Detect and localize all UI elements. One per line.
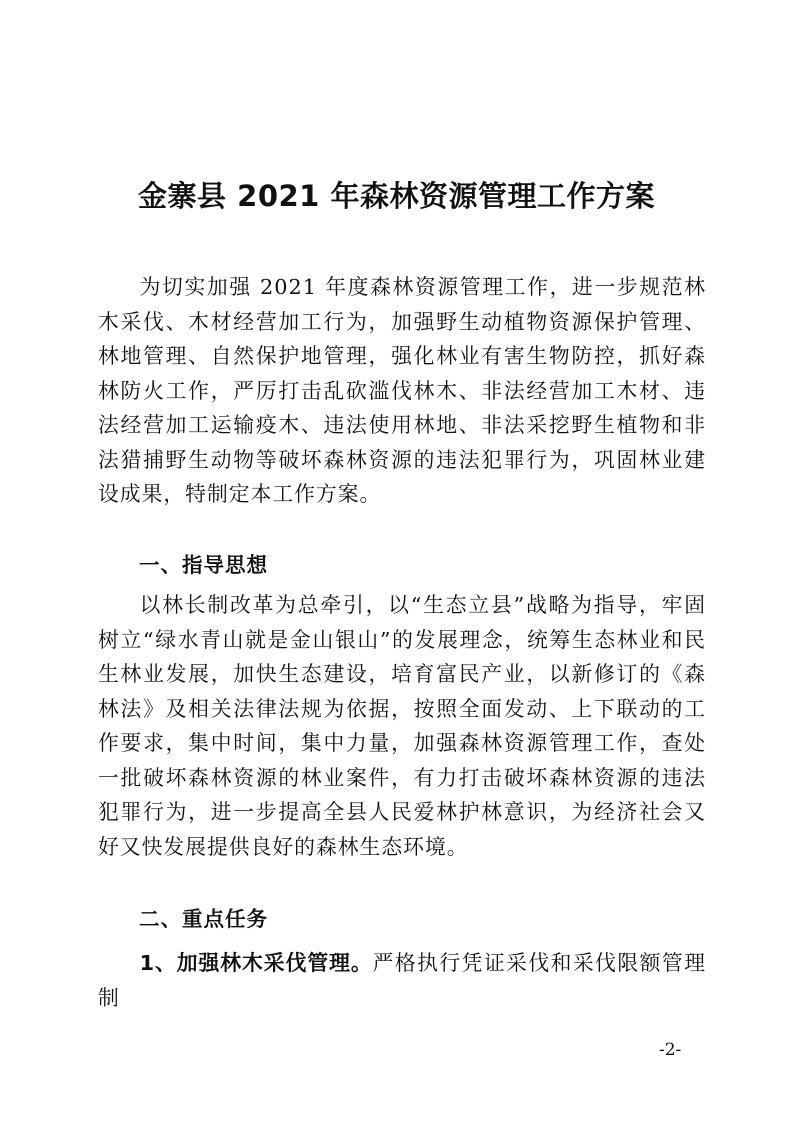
page-number: -2- bbox=[659, 1040, 682, 1060]
intro-paragraph: 为切实加强 2021 年度森林资源管理工作，进一步规范林木采伐、木材经营加工行为，加强野生动植物资源保护管理、林地管理、自然保护地管理，强化林业有害生物防控，抓好森林防火工作，严厉打击乱砍滥伐林木、非法经营加工木材、违法经营加工运输疫木、违法使用林地、非法采挖野生植物和非法猎捕野生动物等破坏森林资源的违法犯罪行为，巩固林业建设成果，特制定本工作方案。 bbox=[98, 275, 706, 506]
section-heading-guiding-ideology: 一、指导思想 bbox=[139, 553, 268, 577]
section-heading-key-tasks: 二、重点任务 bbox=[139, 907, 268, 931]
task-item-1 bbox=[98, 946, 706, 1015]
task-item-1-text: 严格执行凭证采伐和采伐限额管理制 bbox=[98, 951, 706, 1010]
task-item-1-lead: 1、加强林木采伐管理。 bbox=[139, 951, 373, 975]
document-title: 金寨县 2021 年森林资源管理工作方案 bbox=[138, 179, 655, 213]
guiding-ideology-paragraph: 以林长制改革为总牵引，以“生态立县”战略为指导，牢固树立“绿水青山就是金山银山”的发展理念，统筹生态林业和民生林业发展，加快生态建设，培育富民产业，以新修订的《森林法》及相关法律法规为依据，按照全面发动、上下联动的工作要求，集中时间，集中力量，加强森林资源管理工作，查处一批破坏森林资源的林业案件，有力打击破坏森林资源的违法犯罪行为，进一步提高全县人民爱林护林意识，为经济社会又好又快发展提供良好的森林生态环境。 bbox=[98, 593, 706, 859]
